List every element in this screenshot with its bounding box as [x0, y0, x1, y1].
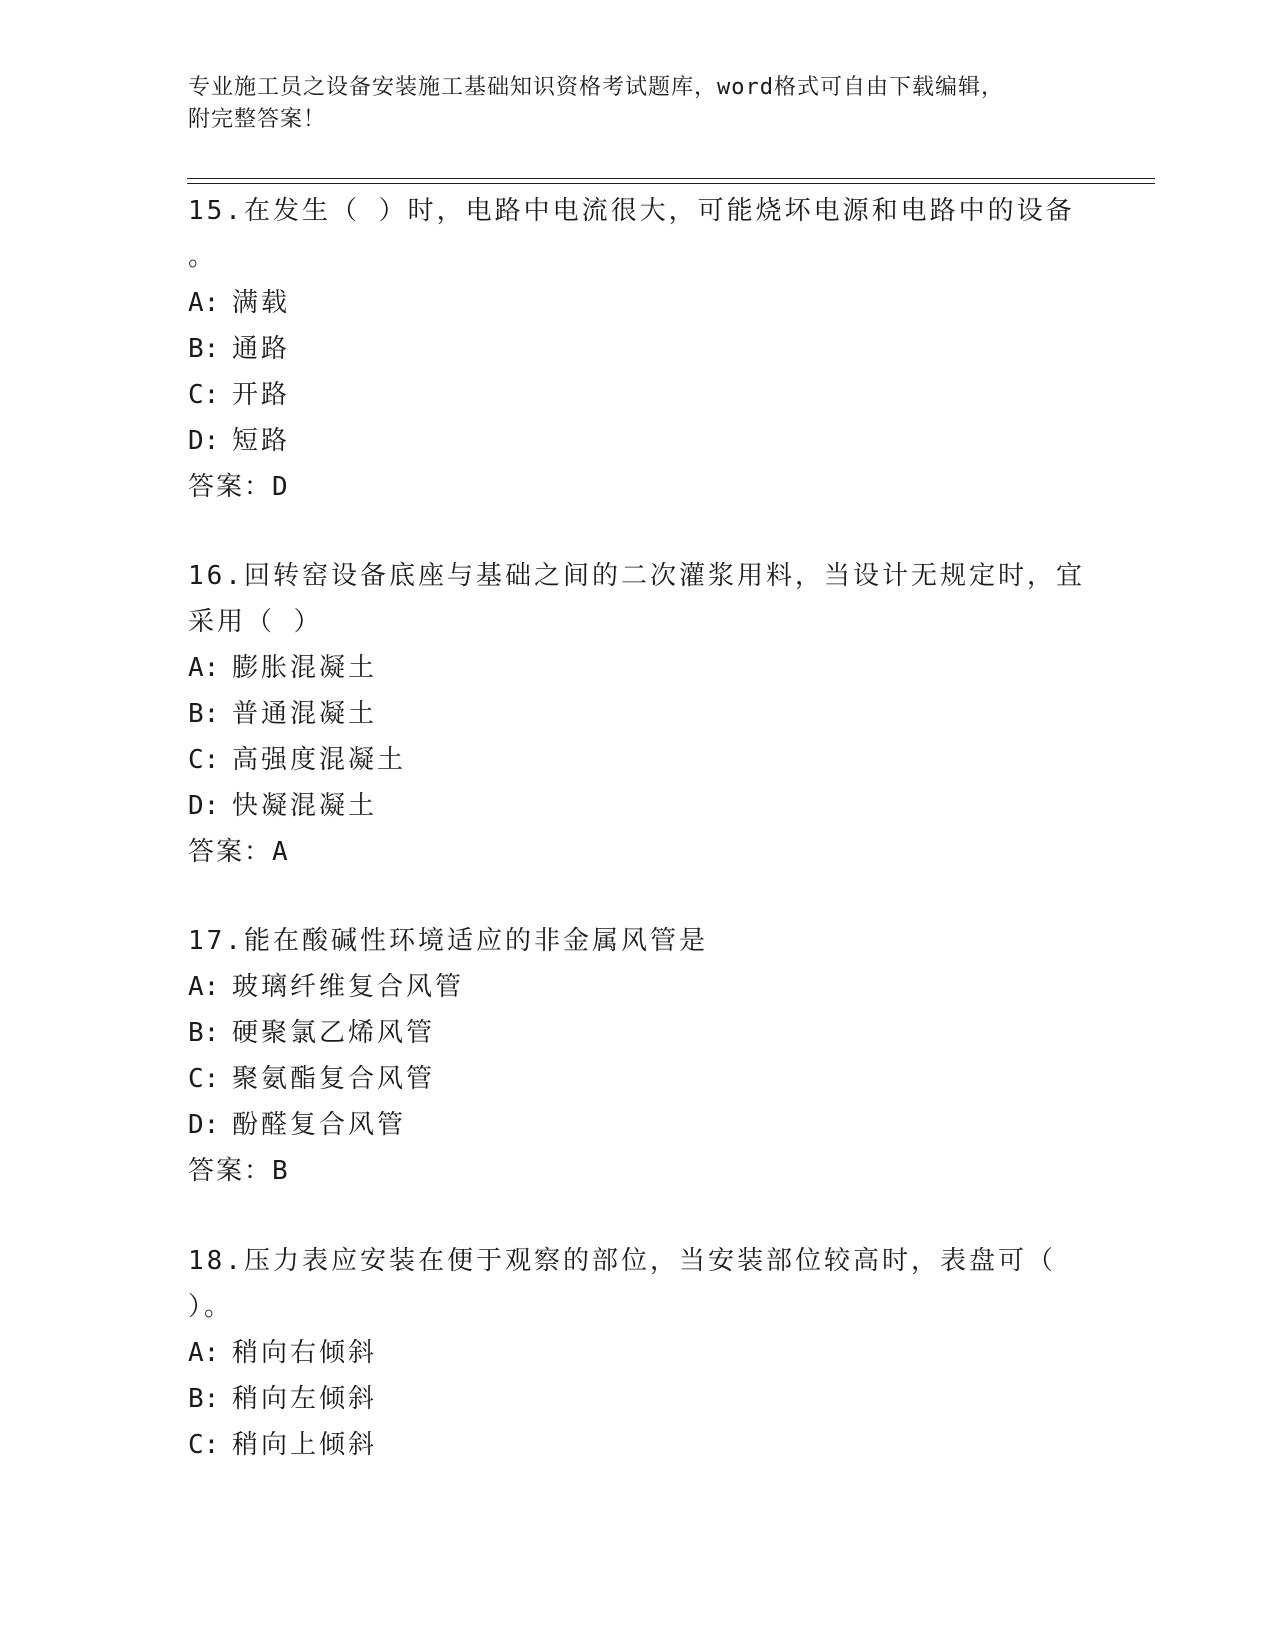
answer-label: 答案： — [188, 1156, 273, 1186]
option-text: 稍向右倾斜 — [232, 1338, 378, 1368]
option-label: A: — [188, 288, 220, 318]
option-a — [188, 964, 1088, 1010]
answer-line — [188, 829, 1088, 875]
question-stem-line: 。 — [188, 242, 218, 272]
option-a — [188, 645, 1088, 691]
document-header — [188, 72, 1088, 136]
option-label: C: — [188, 1064, 220, 1094]
answer-line — [188, 1148, 1088, 1194]
question-15 — [188, 188, 1088, 510]
answer-label: 答案： — [188, 837, 273, 867]
option-d — [188, 783, 1088, 829]
option-label: C: — [188, 380, 220, 410]
answer-value: A — [272, 837, 290, 867]
option-c — [188, 1422, 1088, 1468]
answer-label: 答案： — [188, 472, 273, 502]
answer-value: B — [272, 1156, 290, 1186]
question-stem-line: 16.回转窑设备底座与基础之间的二次灌浆用料，当设计无规定时，宜 — [188, 561, 1085, 591]
option-b — [188, 1010, 1088, 1056]
option-text: 短路 — [232, 426, 291, 456]
option-text: 酚醛复合风管 — [232, 1110, 407, 1140]
option-label: C: — [188, 745, 220, 775]
header-line-1: 专业施工员之设备安装施工基础知识资格考试题库，word格式可自由下载编辑， — [188, 75, 1004, 100]
option-label: D: — [188, 1110, 220, 1140]
header-line-2: 附完整答案！ — [188, 107, 327, 132]
option-text: 玻璃纤维复合风管 — [232, 972, 465, 1002]
option-label: C: — [188, 1430, 220, 1460]
question-stem-line: ）。 — [188, 1292, 234, 1322]
option-text: 聚氨酯复合风管 — [232, 1064, 436, 1094]
option-label: D: — [188, 791, 220, 821]
option-text: 膨胀混凝土 — [232, 653, 378, 683]
option-text: 满载 — [232, 288, 291, 318]
question-17 — [188, 918, 1088, 1194]
option-text: 高强度混凝土 — [232, 745, 407, 775]
option-label: B: — [188, 334, 220, 364]
option-text: 快凝混凝土 — [232, 791, 378, 821]
question-16 — [188, 553, 1088, 875]
option-c — [188, 372, 1088, 418]
option-text: 硬聚氯乙烯风管 — [232, 1018, 436, 1048]
option-label: B: — [188, 1018, 220, 1048]
option-label: D: — [188, 426, 220, 456]
question-stem-line: 15.在发生（ ）时，电路中电流很大，可能烧坏电源和电路中的设备 — [188, 196, 1075, 226]
option-text: 稍向上倾斜 — [232, 1430, 378, 1460]
option-label: A: — [188, 653, 220, 683]
option-text: 开路 — [232, 380, 291, 410]
option-b — [188, 691, 1088, 737]
option-d — [188, 1102, 1088, 1148]
option-text: 通路 — [232, 334, 291, 364]
answer-value: D — [272, 472, 290, 502]
option-a — [188, 1330, 1088, 1376]
header-divider-bottom — [187, 183, 1155, 184]
option-a — [188, 280, 1088, 326]
header-divider-top — [187, 178, 1155, 179]
option-c — [188, 737, 1088, 783]
option-c — [188, 1056, 1088, 1102]
question-stem-line: 18.压力表应安装在便于观察的部位，当安装部位较高时，表盘可（ — [188, 1246, 1056, 1276]
option-label: B: — [188, 1384, 220, 1414]
question-18 — [188, 1238, 1088, 1468]
option-text: 普通混凝土 — [232, 699, 378, 729]
option-b — [188, 326, 1088, 372]
question-stem-line: 采用（ ） — [188, 607, 323, 637]
option-d — [188, 418, 1088, 464]
option-b — [188, 1376, 1088, 1422]
option-text: 稍向左倾斜 — [232, 1384, 378, 1414]
question-stem-line: 17.能在酸碱性环境适应的非金属风管是 — [188, 926, 708, 956]
option-label: A: — [188, 972, 220, 1002]
option-label: A: — [188, 1338, 220, 1368]
answer-line — [188, 464, 1088, 510]
option-label: B: — [188, 699, 220, 729]
